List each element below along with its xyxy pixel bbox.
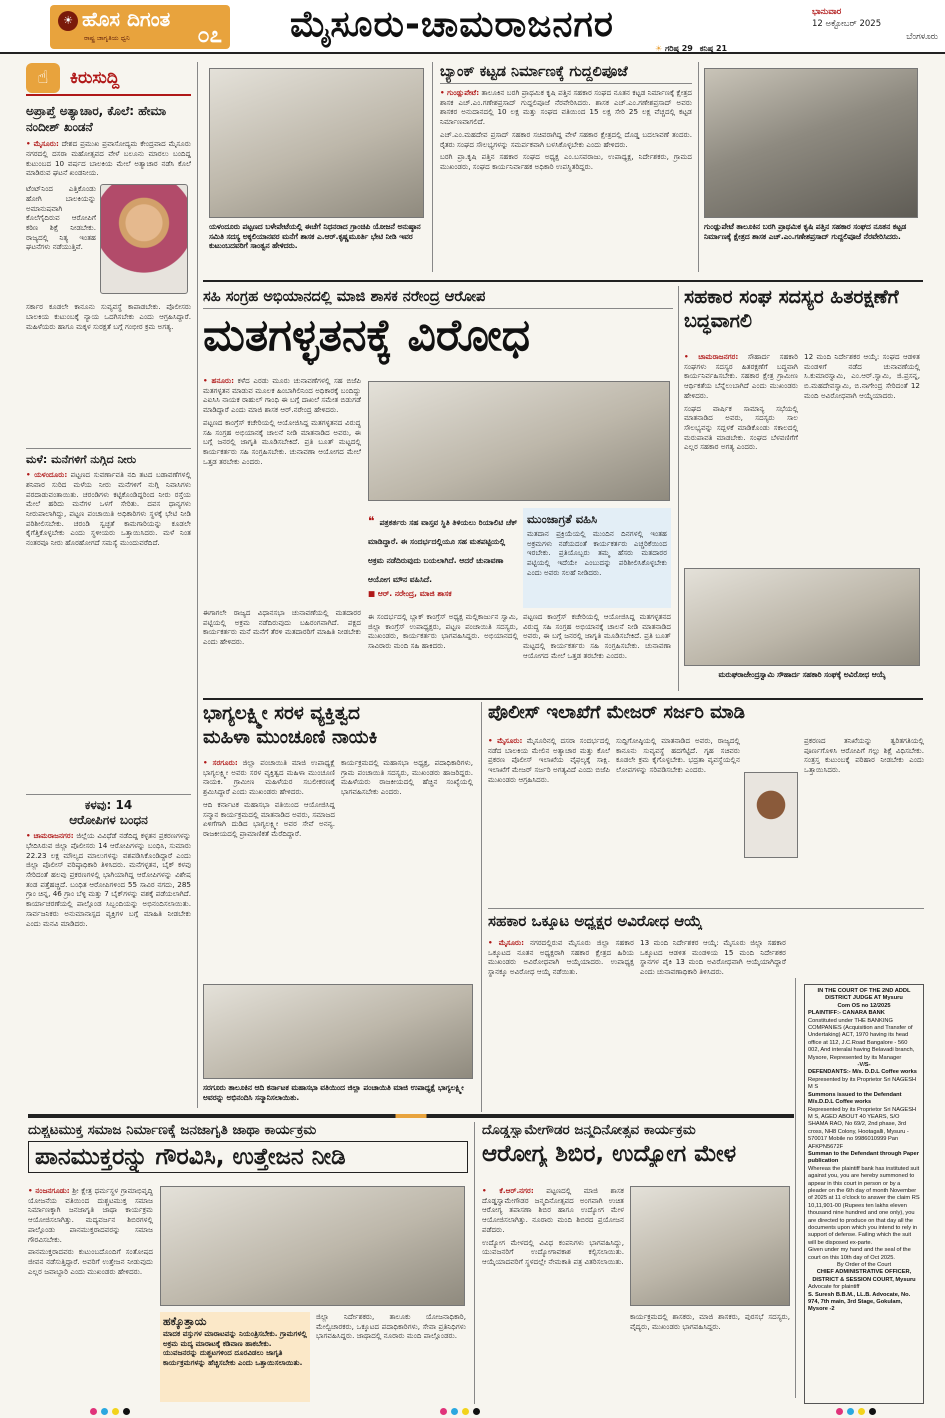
paanamukta-title: ಪಾನಮುಕ್ತರನ್ನು ಗೌರವಿಸಿ, ಉತ್ತೇಜನ ನೀಡಿ <box>28 1141 468 1173</box>
kirusuddi-item1-body2: ಟೆಂಟ್‌ನಿಂದ ಎತ್ತಿಕೊಂಡು ಹೋಗಿ ಬಾಲಕಿಯನ್ನು ಅಮಾನುಷವಾಗಿ ಕೊಲೆಗೈದಿರುವ ಆರೋಪಿಗೆ ಕಠಿಣ ಶಿಕ್ಷೆ ನೀಡಬೇಕು. ರಾಜ್ಯದಲ್ಲಿ ನಿತ್ಯ ಇಂತಹ ಘಟನೆಗಳು ನಡೆಯುತ್ತಿವೆ. <box>26 184 96 252</box>
hakkottaya-body: ಮಾದಕ ವಸ್ತುಗಳ ಮಾರಾಟವನ್ನು ನಿಯಂತ್ರಿಸಬೇಕು. ಗ್ರಾಮಗಳಲ್ಲಿ ಅಕ್ರಮ ಮದ್ಯ ಮಾರಾಟಕ್ಕೆ ಕಡಿವಾಣ ಹಾಕಬೇಕು. ಯುವಜನರನ್ನು ದುಶ್ಚಟಗಳಿಂದ ದೂರವಿಡಲು ಜಾಗೃತಿ ಕಾರ್ಯಕ್ರಮಗಳನ್ನು ಹೆಚ್ಚಿಸಬೇಕು ಎಂದು ಒತ್ತಾಯಿಸಲಾಯಿತು. <box>163 1329 307 1368</box>
divider-court <box>795 978 796 1398</box>
lead-quote-by: ■ ಆರ್. ನರೇಂದ್ರ, ಮಾಜಿ ಶಾಸಕ <box>368 589 452 598</box>
lead-side-title: ಮುಂಜಾಗ್ರತೆ ವಹಿಸಿ <box>527 512 598 526</box>
arogya-kicker: ದೊಡ್ಡಸ್ವಾಮೇಗೌಡರ ಜನ್ಮದಿನೋತ್ಸವ ಕಾರ್ಯಕ್ರಮ <box>482 1122 696 1138</box>
weather-min: ಕನಿಷ್ಠ 21 <box>699 44 728 53</box>
okkoota-byline: • ಮೈಸೂರು: <box>488 938 525 947</box>
court-def-body: Represented by its Proprietor Sri NAGESH M S <box>808 1076 917 1091</box>
lead-col1 <box>203 376 361 606</box>
lead-side-box <box>523 508 671 608</box>
court-case: Com OS no 12/2025 <box>837 1002 891 1009</box>
top-right-photo <box>704 68 918 218</box>
lead-col-bottom1: ಈಗಾಗಲೇ ರಾಜ್ಯದ ವಿಧಾನಸಭಾ ಚುನಾವಣೆಯಲ್ಲಿ ಮತದಾರರ ಪಟ್ಟಿಯಲ್ಲಿ ಅಕ್ರಮ ನಡೆದಿರುವುದು ಬಹಿರಂಗವಾಗಿದೆ. ಪಕ್ಷದ ಕಾರ್ಯಕರ್ತರು ಮನೆ ಮನೆಗೆ ತೆರಳಿ ಮತದಾರರಿಗೆ ಮಾಹಿತಿ ನೀಡಬೇಕು ಎಂದು ಹೇಳಿದರು. <box>203 608 361 647</box>
bhagyalakshmi-byline: • ಸರಗೂರು: <box>203 758 238 767</box>
court-defendants: DEFENDANTS:- M/s. D.D.L Coffee works <box>808 1069 917 1076</box>
police-byline: • ಮೈಸೂರು: <box>488 736 523 745</box>
lead-headline: ಮತಗಳ್ಳತನಕ್ಕೆ ವಿರೋಧ <box>203 310 531 361</box>
lead-kicker: ಸಹಿ ಸಂಗ್ರಹ ಅಭಿಯಾನದಲ್ಲಿ ಮಾಜಿ ಶಾಸಕ ನರೇಂದ್ರ ಆರೋಪ <box>203 286 673 309</box>
okkoota-title: ಸಹಕಾರ ಒಕ್ಕೂಟ ಅಧ್ಯಕ್ಷರ ಅವಿರೋಧ ಆಯ್ಕೆ <box>488 912 703 930</box>
masthead <box>0 0 945 54</box>
police-title: ಪೊಲೀಸ್ ಇಲಾಖೆಗೆ ಮೇಜರ್ ಸರ್ಜರಿ ಮಾಡಿ <box>488 702 745 723</box>
registration-dots-left <box>90 1408 130 1415</box>
court-vs: -V/S- <box>857 1062 871 1069</box>
bank-story-body <box>440 88 692 268</box>
court-address: Represented by its Proprietor Sri NAGESH M S, AGED ABOUT 40 YEARS, S/O SHAMA RAO, No 69/2, 2nd phase, 3rd cross, NH8 Colony, Hootagalli, Mysuru - 570017 Mobile no 9986010999 Pan AFKPN5672F <box>808 1106 917 1150</box>
left-column-divider <box>197 62 198 1108</box>
paanamukta-para2: ಪಾನಮುಕ್ತರಾದವರು ಕುಟುಂಬದೊಂದಿಗೆ ಸಂತೋಷದ ಜೀವನ ನಡೆಸುತ್ತಿದ್ದಾರೆ. ಅವರಿಗೆ ಉತ್ತೇಜನ ನೀಡುವುದು ಎಲ್ಲರ ಜವಾಬ್ದಾರಿ ಎಂದು ಮುಖಂಡರು ಹೇಳಿದರು. <box>28 1247 153 1276</box>
court-plaintiff: PLAINTIFF:- CANARA BANK <box>808 1010 885 1017</box>
brand-name: ಹೊಸ ದಿಗಂತ <box>82 7 171 31</box>
okkoota-col1 <box>488 938 634 1108</box>
lead-col-bottom3: ಪಟ್ಟಣದ ಕಾಂಗ್ರೆಸ್ ಕಚೇರಿಯಲ್ಲಿ ಆಯೋಜಿಸಿದ್ದ ಮತಗಳ್ಳತನದ ವಿರುದ್ಧ ಸಹಿ ಸಂಗ್ರಹ ಅಭಿಯಾನಕ್ಕೆ ಚಾಲನೆ ನೀಡಿ ಮಾತನಾಡಿದ ಅವರು, ಈ ಬಗ್ಗೆ ಜನರಲ್ಲಿ ಜಾಗೃತಿ ಮೂಡಿಸಬೇಕಿದೆ. ಪ್ರತಿ ಬೂತ್ ಮಟ್ಟದಲ್ಲಿ ಕಾರ್ಯಕರ್ತರು ಸಹಿ ಸಂಗ್ರಹಿಸಬೇಕು. ಚುನಾವಣಾ ಆಯೋಗದ ಮೇಲೆ ಒತ್ತಡ ತರಬೇಕು ಎಂದರು. <box>523 612 671 660</box>
brand-tagline: ರಾಷ್ಟ್ರ ಜಾಗೃತಿಯ ಧ್ವನಿ <box>84 34 130 42</box>
bank-story-byline: • ಗುಂಡ್ಲುಪೇಟೆ: <box>440 88 480 97</box>
masthead-date: 12 ಅಕ್ಟೋಬರ್ 2025 <box>812 19 882 30</box>
masthead-city: ಬೆಂಗಳೂರು <box>906 31 938 42</box>
lead-quote-box <box>368 510 518 605</box>
top-right-caption: ಗುಂಡ್ಲುಪೇಟೆ ತಾಲೂಕಿನ ಬರಗಿ ಪ್ರಾಥಮಿಕ ಕೃಷಿ ಪತ್ತಿನ ಸಹಕಾರ ಸಂಘದ ನೂತನ ಕಟ್ಟಡ ನಿರ್ಮಾಣಕ್ಕೆ ಕ್ಷೇತ್ರದ ಶಾಸಕ ಎಚ್.ಎಂ.ಗಣೇಶಪ್ರಸಾದ್ ಗುದ್ದಲಿಪೂಜೆ ನೆರವೇರಿಸಿದರು. <box>704 222 907 241</box>
bank-story-title: ಬ್ಯಾಂಕ್ ಕಟ್ಟಡ ನಿರ್ಮಾಣಕ್ಕೆ ಗುದ್ದಲಿಪೂಜೆ <box>440 64 692 84</box>
police-col1 <box>488 736 610 901</box>
okkoota-story <box>488 912 788 1112</box>
masthead-day: ಭಾನುವಾರ <box>812 7 842 17</box>
court-plaintiff-body: Constituted under THE BANKING COMPANIES (Acquisition and Transfer of Undertaking) ACT, 1970 having its head office at 112, J.C.Road Bangalore - 560 002, And interalai having Belavadi branch, Mysore, Represented by its Manager <box>808 1017 915 1061</box>
paanamukta-photo <box>160 1186 465 1306</box>
court-notice <box>804 984 924 1404</box>
hakkottaya-box <box>160 1312 310 1402</box>
bank-story-para3: ಬರಗಿ ಪ್ರಾ.ಕೃಷಿ ಪತ್ತಿನ ಸಹಕಾರ ಸಂಘದ ಅಧ್ಯಕ್ಷ ಎಂ.ಬಸವರಾಜು, ಉಪಾಧ್ಯಕ್ಷ, ನಿರ್ದೇಶಕರು, ಗ್ರಾಮದ ಮುಖಂಡರು, ಸಂಘದ ಕಾರ್ಯನಿರ್ವಾಹಕ ಅಧಿಕಾರಿ ಉಪಸ್ಥಿತರಿದ್ದರು. <box>440 152 692 172</box>
court-advocate: Advocate for plaintiff <box>808 1284 860 1291</box>
kirusuddi-item3-para: ಜಿಲ್ಲೆಯ ವಿವಿಧೆಡೆ ನಡೆದಿದ್ದ ಕಳ್ಳತನ ಪ್ರಕರಣಗಳನ್ನು ಭೇದಿಸಿರುವ ಜಿಲ್ಲಾ ಪೊಲೀಸರು 14 ಆರೋಪಿಗಳನ್ನು ಬಂಧಿಸಿ, ಸುಮಾರು 22.23 ಲಕ್ಷ ಮೌಲ್ಯದ ಮಾಲುಗಳನ್ನು ವಶಪಡಿಸಿಕೊಂಡಿದ್ದಾರೆ ಎಂದು ಜಿಲ್ಲಾ ಪೊಲೀಸ್ ವರಿಷ್ಠಾಧಿಕಾರಿ ತಿಳಿಸಿದರು. ಮನೆಗಳ್ಳತನ, ಬೈಕ್ ಕಳವು ಸೇರಿದಂತೆ ಹಲವು ಪ್ರಕರಣಗಳಲ್ಲಿ ಭಾಗಿಯಾಗಿದ್ದ ಆರೋಪಿಗಳನ್ನು ವಿಶೇಷ ತಂಡ ಪತ್ತೆಹಚ್ಚಿದೆ. ಬಂಧಿತ ಆರೋಪಿಗಳಿಂದ 55 ಸಾವಿರ ನಗದು, 285 ಗ್ರಾಂ ಚಿನ್ನ, 46 ಗ್ರಾಂ ಬೆಳ್ಳಿ ಮತ್ತು 7 ಬೈಕ್‌ಗಳನ್ನು ವಶಕ್ಕೆ ಪಡೆಯಲಾಗಿದೆ. ಕಾರ್ಯಾಚರಣೆಯಲ್ಲಿ ಪಾಲ್ಗೊಂಡ ಸಿಬ್ಬಂದಿಯನ್ನು ಅಭಿನಂದಿಸಲಾಯಿತು. ಸಾರ್ವಜನಿಕರು ಅನುಮಾನಾಸ್ಪದ ವ್ಯಕ್ತಿಗಳ ಬಗ್ಗೆ ಮಾಹಿತಿ ನೀಡಬೇಕು ಎಂದು ಮನವಿ ಮಾಡಿದರು. <box>26 831 191 928</box>
sahakara-member-story <box>684 286 922 691</box>
arogya-para2: ಉದ್ಯೋಗ ಮೇಳದಲ್ಲಿ ವಿವಿಧ ಕಂಪನಿಗಳು ಭಾಗವಹಿಸಿದ್ದು, ಯುವಜನರಿಗೆ ಉದ್ಯೋಗಾವಕಾಶ ಕಲ್ಪಿಸಲಾಯಿತು. ಆಯ್ಕೆಯಾದವರಿಗೆ ಸ್ಥಳದಲ್ಲೇ ನೇಮಕಾತಿ ಪತ್ರ ವಿತರಿಸಲಾಯಿತು. <box>482 1237 624 1267</box>
kirusuddi-item1-para: ದೇಶದ ಪ್ರಮುಖ ಪ್ರವಾಸೋದ್ಯಮ ಕೇಂದ್ರವಾದ ಮೈಸೂರು ನಗರದಲ್ಲಿ ದಸರಾ ಮಹೋತ್ಸವದ ವೇಳೆ ಬಲೂನು ಮಾರಲು ಬಂದಿದ್ದ ಕುಟುಂಬದ 10 ವರ್ಷದ ಬಾಲಕಿಯ ಮೇಲೆ ಅತ್ಯಾಚಾರ ನಡೆಸಿ ಕೊಲೆ ಮಾಡಿರುವ ಘಟನೆ ಖಂಡನೀಯ. <box>26 139 191 178</box>
kirusuddi-header <box>26 62 191 96</box>
hakkottaya-title: ಹಕ್ಕೊತ್ತಾಯ <box>163 1315 207 1328</box>
court-heading: IN THE COURT OF THE 2ND ADDL DISTRICT JUDGE AT Mysuru <box>817 988 911 1002</box>
kirusuddi-item1-title: ಅಪ್ರಾಪ್ತೆ ಅತ್ಯಾಚಾರ, ಕೊಲೆ: ಹೇಮಾ ನಂದೀಶ್ ಖಂಡನೆ <box>26 104 167 134</box>
police-person-photo <box>744 772 798 858</box>
bhagyalakshmi-col1 <box>203 758 335 978</box>
bhagyalakshmi-col2: ಕಾರ್ಯಕ್ರಮದಲ್ಲಿ ಮಹಾಸಭಾ ಅಧ್ಯಕ್ಷ, ಪದಾಧಿಕಾರಿಗಳು, ಗ್ರಾಮ ಪಂಚಾಯಿತಿ ಸದಸ್ಯರು, ಮುಖಂಡರು ಹಾಜರಿದ್ದರು. ಮಹಿಳೆಯರು ರಾಜಕೀಯದಲ್ಲಿ ಹೆಚ್ಚಿನ ಸಂಖ್ಯೆಯಲ್ಲಿ ಭಾಗವಹಿಸಬೇಕು ಎಂದರು. <box>341 758 473 797</box>
paanamukta-col3: ಜಿಲ್ಲಾ ನಿರ್ದೇಶಕರು, ತಾಲೂಕು ಯೋಜನಾಧಿಕಾರಿ, ಮೇಲ್ವಿಚಾರಕರು, ಒಕ್ಕೂಟದ ಪದಾಧಿಕಾರಿಗಳು, ಸೇವಾ ಪ್ರತಿನಿಧಿಗಳು ಭಾಗವಹಿಸಿದ್ದರು. ಜಾಥಾದಲ್ಲಿ ನೂರಾರು ಮಂದಿ ಪಾಲ್ಗೊಂಡರು. <box>316 1312 466 1341</box>
kirusuddi-item1-byline: • ಮೈಸೂರು: <box>26 139 59 149</box>
lead-col-bottom2: ಈ ಸಂದರ್ಭದಲ್ಲಿ ಬ್ಲಾಕ್ ಕಾಂಗ್ರೆಸ್ ಅಧ್ಯಕ್ಷ ಮಲ್ಲಿಕಾರ್ಜುನ ಸ್ವಾಮಿ, ಜಿಲ್ಲಾ ಕಾಂಗ್ರೆಸ್ ಉಪಾಧ್ಯಕ್ಷರು, ಪಟ್ಟಣ ಪಂಚಾಯಿತಿ ಸದಸ್ಯರು, ಮುಖಂಡರು, ಕಾರ್ಯಕರ್ತರು ಭಾಗವಹಿಸಿದ್ದರು. ಅಭಿಯಾನದಲ್ಲಿ ಸಾವಿರಾರು ಮಂದಿ ಸಹಿ ಹಾಕಿದರು. <box>368 612 518 651</box>
masthead-date-box <box>812 6 938 43</box>
kirusuddi-item2-byline: • ಯಳಂದೂರು: <box>26 470 68 480</box>
bhagyalakshmi-story <box>203 702 475 1112</box>
kirusuddi-column <box>26 62 191 1108</box>
sahakara-member-photo <box>684 568 920 666</box>
sun-icon: ☀ <box>655 44 663 53</box>
bhagyalakshmi-caption: ಸರಗೂರು ತಾಲೂಕಿನ ಆದಿ ಕರ್ನಾಟಕ ಮಹಾಸಭಾ ವತಿಯಿಂದ ಜಿಲ್ಲಾ ಪಂಚಾಯಿತಿ ಮಾಜಿ ಉಪಾಧ್ಯಕ್ಷೆ ಭಾಗ್ಯಲಕ್ಷ್ಮೀ ಅವರನ್ನು ಅಭಿನಂದಿಸಿ ಸನ್ಮಾನಿಸಲಾಯಿತು. <box>203 1083 464 1102</box>
court-order: By Order of the Court <box>836 1262 892 1269</box>
brand-box <box>50 5 230 49</box>
lead-photo <box>368 381 670 501</box>
kirusuddi-item1-body <box>26 139 191 181</box>
kirusuddi-item3-byline: • ಚಾಮರಾಜನಗರ: <box>26 831 74 841</box>
quote-icon: ❝ <box>368 514 375 528</box>
arogya-col1 <box>482 1186 624 1401</box>
bhagyalakshmi-para2: ಆದಿ ಕರ್ನಾಟಕ ಮಹಾಸಭಾ ವತಿಯಿಂದ ಆಯೋಜಿಸಿದ್ದ ಸನ್ಮಾನ ಕಾರ್ಯಕ್ರಮದಲ್ಲಿ ಮಾತನಾಡಿದ ಅವರು, ಸಮಾಜದ ಏಳಿಗೆಗಾಗಿ ದುಡಿದ ಭಾಗ್ಯಲಕ್ಷ್ಮೀ ಅವರ ಸೇವೆ ಅನನ್ಯ. ರಾಜಕೀಯದಲ್ಲಿ ಪ್ರಾಮಾಣಿಕತೆ ಮೆರೆದಿದ್ದಾರೆ. <box>203 799 335 839</box>
sahakara-member-byline: • ಚಾಮರಾಜನಗರ: <box>684 352 739 361</box>
lead-side-body: ಮತದಾನ ಪ್ರಕ್ರಿಯೆಯಲ್ಲಿ ಮುಂದಿನ ದಿನಗಳಲ್ಲಿ ಇಂತಹ ಅಕ್ರಮಗಳು ನಡೆಯದಂತೆ ಕಾರ್ಯಕರ್ತರು ಎಚ್ಚರಿಕೆಯಿಂದ ಇರಬೇಕು. ಪ್ರತಿಯೊಬ್ಬರು ತಮ್ಮ ಹೆಸರು ಮತದಾರರ ಪಟ್ಟಿಯಲ್ಲಿ ಇದೆಯೇ ಎಂಬುದನ್ನು ಪರಿಶೀಲಿಸಿಕೊಳ್ಳಬೇಕು ಎಂದು ಅವರು ಸಲಹೆ ನೀಡಿದರು. <box>527 529 667 577</box>
arogya-col2: ಕಾರ್ಯಕ್ರಮದಲ್ಲಿ ಶಾಸಕರು, ಮಾಜಿ ಶಾಸಕರು, ಪುರಸಭೆ ಸದಸ್ಯರು, ವೈದ್ಯರು, ಮುಖಂಡರು ಭಾಗವಹಿಸಿದ್ದರು. <box>630 1312 790 1331</box>
divider-top-1 <box>432 62 433 272</box>
divider-bottom <box>474 1122 475 1404</box>
bank-story-para2: ಎಚ್.ಎಂ.ಮಹದೇವ ಪ್ರಸಾದ್ ಸಹಕಾರ ಸಚಿವರಾಗಿದ್ದ ವೇಳೆ ಸಹಕಾರ ಕ್ಷೇತ್ರದಲ್ಲಿ ದೊಡ್ಡ ಬದಲಾವಣೆ ತಂದರು. ರೈತರು ಸಂಘದ ಸೌಲಭ್ಯಗಳನ್ನು ಸಮರ್ಪಕವಾಗಿ ಬಳಸಿಕೊಳ್ಳಬೇಕು ಎಂದು ಹೇಳಿದರು. <box>440 129 692 149</box>
bank-story-para1: ತಾಲೂಕಿನ ಬರಗಿ ಪ್ರಾಥಮಿಕ ಕೃಷಿ ಪತ್ತಿನ ಸಹಕಾರ ಸಂಘದ ನೂತನ ಕಟ್ಟಡ ನಿರ್ಮಾಣಕ್ಕೆ ಕ್ಷೇತ್ರದ ಶಾಸಕ ಎಚ್.ಎಂ.ಗಣೇಶಪ್ರಸಾದ್ ಗುದ್ದಲಿಪೂಜೆ ನೆರವೇರಿಸಿದರು. ಶಾಸಕ ಎಚ್.ಎಂ.ಗಣೇಶಪ್ರಸಾದ್ ಅವರು ಶಾಸಕರ ಅನುದಾನದಲ್ಲಿ 10 ಲಕ್ಷ ಮತ್ತು ಸಂಘದ ವತಿಯಿಂದ 15 ಲಕ್ಷ ಸೇರಿ 25 ಲಕ್ಷ ವೆಚ್ಚದಲ್ಲಿ ಕಟ್ಟಡ ನಿರ್ಮಾಣವಾಗಲಿದೆ. <box>440 88 692 127</box>
kirusuddi-item1-body3: ಸರ್ಕಾರ ಕೂಡಲೇ ಕಾನೂನು ಸುವ್ಯವಸ್ಥೆ ಕಾಪಾಡಬೇಕು. ಪೊಲೀಸರು ಬಾಲಕಿಯ ಕುಟುಂಬಕ್ಕೆ ನ್ಯಾಯ ಒದಗಿಸಬೇಕು ಎಂದು ಆಗ್ರಹಿಸಿದ್ದಾರೆ. ಮಹಿಳೆಯರು ಹಾಗೂ ಮಕ್ಕಳ ಸುರಕ್ಷತೆ ಬಗ್ಗೆ ಗಂಭೀರ ಕ್ರಮ ಅಗತ್ಯ. <box>26 302 191 331</box>
kirusuddi-item2-title: ಮಳೆ: ಮನೆಗಳಿಗೆ ನುಗ್ಗಿದ ನೀರು <box>26 448 191 467</box>
divider-police <box>488 908 924 909</box>
court-summon-body: Whereas the plaintiff bank has instituted suit against you, you are hereby summoned to appear in this court in person or by a pleader on the 6th day of month November of 2025 at 11 o'clock to answer the claim RS 10,11,901-00 (Rupees ten lakhs eleven thousand nine hundred and one only), you are directed to produce on that day all the documents upon which you intend to rely in support of defense. Failing which the suit will be disposed ex-parte. <box>808 1165 920 1246</box>
kirusuddi-item3-title2: ಆರೋಪಿಗಳ ಬಂಧನ <box>69 813 148 828</box>
okkoota-para1: ನಗರದಲ್ಲಿರುವ ಮೈಸೂರು ಜಿಲ್ಲಾ ಸಹಕಾರ ಒಕ್ಕೂಟದ ನೂತನ ಅಧ್ಯಕ್ಷರಾಗಿ ಸಹಕಾರ ಕ್ಷೇತ್ರದ ಹಿರಿಯ ಮುಖಂಡರು ಅವಿರೋಧವಾಗಿ ಆಯ್ಕೆಯಾದರು. ಉಪಾಧ್ಯಕ್ಷ ಸ್ಥಾನಕ್ಕೂ ಅವಿರೋಧ ಆಯ್ಕೆ ನಡೆಯಿತು. <box>488 938 634 977</box>
brand-logo-icon: ☀ <box>58 11 78 31</box>
finger-icon: ☝ <box>26 63 60 93</box>
sahakara-member-col2: 12 ಮಂದಿ ನಿರ್ದೇಶಕರ ಆಯ್ಕೆ: ಸಂಘದ ಆಡಳಿತ ಮಂಡಳಿಗೆ ನಡೆದ ಚುನಾವಣೆಯಲ್ಲಿ ಸಿ.ಕುಮಾರಸ್ವಾಮಿ, ಎಂ.ಆರ್.ಸ್ವಾಮಿ, ಜಿ.ಪ್ರಸನ್ನ, ಬಿ.ಮಹದೇವಸ್ವಾಮಿ, ಬಿ.ನಾಗೇಂದ್ರ ಸೇರಿದಂತೆ 12 ಮಂದಿ ಅವಿರೋಧವಾಗಿ ಆಯ್ಕೆಯಾದರು. <box>804 352 920 400</box>
sahakara-member-title: ಸಹಕಾರ ಸಂಘ ಸದಸ್ಯರ ಹಿತರಕ್ಷಣೆಗೆ ಬದ್ಧವಾಗಲಿ <box>684 286 899 332</box>
top-left-photo <box>209 68 424 218</box>
court-given: Given under my hand and the seal of the court on this 10th day of Oct 2025. <box>808 1247 911 1261</box>
lead-quote: ಪತ್ರಕರ್ತರು ಸಹ ವಾಸ್ತವ ಸ್ಥಿತಿ ತಿಳಿಯಲು ರಿಯಾಲಿಟಿ ಚೆಕ್ ಮಾಡಿದ್ದಾರೆ. ಈ ಸಂದರ್ಭದಲ್ಲಿಯೂ ಸಹ ಮತಪಟ್ಟಿಯಲ್ಲಿ ಅಕ್ರಮ ನಡೆದಿರುವುದು ಬಯಲಾಗಿದೆ. ಆದರೆ ಚುನಾವಣಾ ಆಯೋಗ ಮೌನ ವಹಿಸಿದೆ. <box>368 518 518 584</box>
bottom-accent-bar <box>28 1114 794 1118</box>
lead-para1: ಕಳೆದ ಎರಡು ಮೂರು ಚುನಾವಣೆಗಳಲ್ಲಿ ಸಹ ಬಿಜೆಪಿ ಮತಗಳ್ಳತನ ಮಾಡುವ ಮೂಲಕ ಹಿಂಬಾಗಿಲಿನಿಂದ ಅಧಿಕಾರಕ್ಕೆ ಬಂದಿದ್ದು ಎಐಸಿಸಿ ನಾಯಕ ರಾಹುಲ್ ಗಾಂಧಿ ಈ ಬಗ್ಗೆ ದಾಖಲೆ ಸಮೇತ ಬಿಡುಗಡೆ ಮಾಡಿದ್ದಾರೆ ಎಂದು ಮಾಜಿ ಶಾಸಕ ಆರ್.ನರೇಂದ್ರ ಹೇಳಿದರು. <box>203 376 361 415</box>
top-left-caption: ಯಳಂದೂರು ಪಟ್ಟಣದ ಬಳೇಪೇಟೆಯಲ್ಲಿ ಈಚೆಗೆ ನಿಧನರಾದ ಗ್ರಾಂಚಿಪಿ ಯೋಜನೆ ಅನುಷ್ಠಾನ ಸಮಿತಿ ಸದಸ್ಯ ಅಕ್ಕಲಿಯಾನವರ ಮನೆಗೆ ಶಾಸಕ ಎ.ಆರ್.ಕೃಷ್ಣಮೂರ್ತಿ ಭೇಟಿ ನೀಡಿ ಇವರ ಕುಟುಂಬದವರಿಗೆ ಸಾಂತ್ವನ ಹೇಳಿದರು. <box>209 222 421 251</box>
arogya-title: ಆರೋಗ್ಯ ಶಿಬಿರ, ಉದ್ಯೋಗ ಮೇಳ <box>482 1141 737 1167</box>
court-summons: Summons issued to the Defendant M/s.D.D.L Coffee works <box>808 1091 902 1106</box>
bhagyalakshmi-title1: ಭಾಗ್ಯಲಕ್ಷ್ಮೀ ಸರಳ ವ್ಯಕ್ತಿತ್ವದ <box>203 703 360 724</box>
weather <box>655 44 727 54</box>
registration-dots-right <box>836 1408 876 1415</box>
kirusuddi-item3-title1: ಕಳವು: 14 <box>26 794 191 813</box>
lead-para2: ಪಟ್ಟಣದ ಕಾಂಗ್ರೆಸ್ ಕಚೇರಿಯಲ್ಲಿ ಆಯೋಜಿಸಿದ್ದ ಮತಗಳ್ಳತನದ ವಿರುದ್ಧ ಸಹಿ ಸಂಗ್ರಹ ಅಭಿಯಾನಕ್ಕೆ ಚಾಲನೆ ನೀಡಿ ಮಾತನಾಡಿದ ಅವರು, ಈ ಬಗ್ಗೆ ಜನರಲ್ಲಿ ಜಾಗೃತಿ ಮೂಡಿಸಬೇಕಿದೆ. ಪ್ರತಿ ಬೂತ್ ಮಟ್ಟದಲ್ಲಿ ಕಾರ್ಯಕರ್ತರು ಸಹಿ ಸಂಗ್ರಹಿಸಬೇಕು. ಚುನಾವಣಾ ಆಯೋಗದ ಮೇಲೆ ಒತ್ತಡ ತರಬೇಕು ಎಂದರು. <box>203 417 361 466</box>
bank-story <box>440 64 692 270</box>
divider-mid-1 <box>481 702 482 1112</box>
divider-top-row <box>203 280 923 282</box>
arogya-byline: • ಕೆ.ಆರ್.ನಗರ: <box>482 1186 534 1195</box>
sahakara-member-para1: ಸೌಹಾರ್ದ ಸಹಕಾರಿ ಸಂಘಗಳು ಸದಸ್ಯರ ಹಿತರಕ್ಷಣೆಗೆ ಬದ್ಧವಾಗಿ ಕಾರ್ಯನಿರ್ವಹಿಸಬೇಕು. ಸಹಕಾರ ಕ್ಷೇತ್ರ ಗ್ರಾಮೀಣ ಆರ್ಥಿಕತೆಯ ಬೆನ್ನೆಲುಬಾಗಿದೆ ಎಂದು ಮುಖಂಡರು ಹೇಳಿದರು. <box>684 352 798 400</box>
arogya-photo <box>630 1186 790 1306</box>
paanamukta-story <box>28 1122 468 1404</box>
bhagyalakshmi-para1: ಜಿಲ್ಲಾ ಪಂಚಾಯಿತಿ ಮಾಜಿ ಉಪಾಧ್ಯಕ್ಷೆ ಭಾಗ್ಯಲಕ್ಷ್ಮೀ ಅವರು ಸರಳ ವ್ಯಕ್ತಿತ್ವದ ಮಹಿಳಾ ಮುಂಚೂಣಿ ನಾಯಕಿ. ಗ್ರಾಮೀಣ ಮಹಿಳೆಯರ ಸಬಲೀಕರಣಕ್ಕೆ ಶ್ರಮಿಸಿದ್ದಾರೆ ಎಂದು ಮುಖಂಡರು ಹೇಳಿದರು. <box>203 758 335 797</box>
paanamukta-byline: • ನಂಜನಗೂಡು: <box>28 1186 70 1195</box>
kirusuddi-label: ಕಿರುಸುದ್ದಿ <box>70 68 120 88</box>
divider-lead <box>678 286 679 691</box>
divider-mid-row <box>203 698 923 700</box>
arogya-para1: ಪಟ್ಟಣದಲ್ಲಿ ಮಾಜಿ ಶಾಸಕ ದೊಡ್ಡಸ್ವಾಮೇಗೌಡರ ಜನ್ಮದಿನೋತ್ಸವದ ಅಂಗವಾಗಿ ಉಚಿತ ಆರೋಗ್ಯ ತಪಾಸಣಾ ಶಿಬಿರ ಹಾಗೂ ಉದ್ಯೋಗ ಮೇಳ ಆಯೋಜಿಸಲಾಗಿತ್ತು. ನೂರಾರು ಮಂದಿ ಶಿಬಿರದ ಪ್ರಯೋಜನ ಪಡೆದರು. <box>482 1186 624 1234</box>
sahakara-member-para2: ಸಂಘದ ವಾರ್ಷಿಕ ಸಾಮಾನ್ಯ ಸಭೆಯಲ್ಲಿ ಮಾತನಾಡಿದ ಅವರು, ಸದಸ್ಯರು ಸಾಲ ಸೌಲಭ್ಯವನ್ನು ಸದ್ಬಳಕೆ ಮಾಡಿಕೊಂಡು ಸಕಾಲದಲ್ಲಿ ಮರುಪಾವತಿ ಮಾಡಬೇಕು. ಸಂಘದ ಬೆಳವಣಿಗೆಗೆ ಎಲ್ಲರ ಸಹಕಾರ ಅಗತ್ಯ ಎಂದರು. <box>684 403 798 452</box>
arogya-story <box>482 1122 792 1404</box>
court-officer: CHIEF ADMINISTRATIVE OFFICER, DISTRICT & SESSION COURT, Mysuru <box>812 1269 916 1283</box>
police-col2: ಸುದ್ದಿಗೋಷ್ಠಿಯಲ್ಲಿ ಮಾತನಾಡಿದ ಅವರು, ರಾಜ್ಯದಲ್ಲಿ ಕಾನೂನು ಸುವ್ಯವಸ್ಥೆ ಹದಗೆಟ್ಟಿದೆ. ಗೃಹ ಸಚಿವರು ಕೂಡಲೇ ಕ್ರಮ ಕೈಗೊಳ್ಳಬೇಕು. ಭದ್ರತಾ ವ್ಯವಸ್ಥೆಯಲ್ಲಿನ ಲೋಪಗಳನ್ನು ಸರಿಪಡಿಸಬೇಕು ಎಂದರು. <box>616 736 740 775</box>
registration-dots-center <box>440 1408 480 1415</box>
bhagyalakshmi-title2: ಮಹಿಳಾ ಮುಂಚೂಣಿ ನಾಯಕಿ <box>203 727 378 749</box>
paanamukta-col1 <box>28 1186 153 1401</box>
kirusuddi-item2-body <box>26 470 191 788</box>
bhagyalakshmi-photo <box>203 984 473 1079</box>
divider-top-2 <box>698 62 699 272</box>
lead-story <box>203 286 673 691</box>
court-advocate-name: S. Suresh B.B.M., LL.B. Advocate, No. 974, 7th main, 3rd Stage, Gokulam, Mysore -2 <box>808 1291 911 1313</box>
paanamukta-para1: ಶ್ರೀ ಕ್ಷೇತ್ರ ಧರ್ಮಸ್ಥಳ ಗ್ರಾಮಾಭಿವೃದ್ಧಿ ಯೋಜನೆಯ ವತಿಯಿಂದ ದುಶ್ಚಟಮುಕ್ತ ಸಮಾಜ ನಿರ್ಮಾಣಕ್ಕಾಗಿ ಜನಜಾಗೃತಿ ಜಾಥಾ ಕಾರ್ಯಕ್ರಮ ಆಯೋಜಿಸಲಾಗಿತ್ತು. ಮದ್ಯವರ್ಜನ ಶಿಬಿರಗಳಲ್ಲಿ ಪಾಲ್ಗೊಂಡು ಪಾನಮುಕ್ತರಾದವರನ್ನು ಸಮಾಜ ಗೌರವಿಸಬೇಕು. <box>28 1186 153 1244</box>
paanamukta-kicker: ದುಶ್ಚಟಮುಕ್ತ ಸಮಾಜ ನಿರ್ಮಾಣಕ್ಕೆ ಜನಜಾಗೃತಿ ಜಾಥಾ ಕಾರ್ಯಕ್ರಮ <box>28 1122 317 1138</box>
edition-title: ಮೈಸೂರು-ಚಾಮರಾಜನಗರ <box>290 4 614 45</box>
police-para1: ಮೈಸೂರಿನಲ್ಲಿ ದಸರಾ ಸಂದರ್ಭದಲ್ಲಿ ನಡೆದ ಬಾಲಕಿಯ ಮೇಲಿನ ಅತ್ಯಾಚಾರ ಮತ್ತು ಕೊಲೆ ಪ್ರಕರಣ ಪೊಲೀಸ್ ಇಲಾಖೆಯ ವೈಫಲ್ಯಕ್ಕೆ ಸಾಕ್ಷಿ. ಇಲಾಖೆಗೆ ಮೇಜರ್ ಸರ್ಜರಿ ಅಗತ್ಯವಿದೆ ಎಂದು ಬಿಜೆಪಿ ಮುಖಂಡರು ಆಗ್ರಹಿಸಿದರು. <box>488 736 610 784</box>
okkoota-col2: 13 ಮಂದಿ ನಿರ್ದೇಶಕರ ಆಯ್ಕೆ: ಮೈಸೂರು ಜಿಲ್ಲಾ ಸಹಕಾರ ಒಕ್ಕೂಟದ ಆಡಳಿತ ಮಂಡಳಿಯ 15 ಮಂದಿ ನಿರ್ದೇಶಕರ ಸ್ಥಾನಗಳ ಪೈಕಿ 13 ಮಂದಿ ಅವಿರೋಧವಾಗಿ ಆಯ್ಕೆಯಾಗಿದ್ದಾರೆ ಎಂದು ಚುನಾವಣಾಧಿಕಾರಿ ತಿಳಿಸಿದರು. <box>640 938 786 977</box>
kirusuddi-item2-para: ಪಟ್ಟಣದ ಸುವರ್ಣಾವತಿ ನದಿ ತಟದ ಬಡಾವಣೆಗಳಲ್ಲಿ ಶನಿವಾರ ಸುರಿದ ಮಳೆಯ ನೀರು ಮನೆಗಳಿಗೆ ನುಗ್ಗಿ ನಿವಾಸಿಗಳು ಪರದಾಡುವಂತಾಯಿತು. ಚರಂಡಿಗಳು ಕಟ್ಟಿಕೊಂಡಿದ್ದರಿಂದ ನೀರು ರಸ್ತೆಯ ಮೇಲೆ ಹರಿದು ಮನೆಗಳ ಒಳಗೆ ಸೇರಿತು. ದವಸ ಧಾನ್ಯಗಳು ನೀರುಪಾಲಾಗಿದ್ದು, ಪಟ್ಟಣ ಪಂಚಾಯಿತಿ ಅಧಿಕಾರಿಗಳು ಸ್ಥಳಕ್ಕೆ ಭೇಟಿ ನೀಡಿ ಪರಿಶೀಲಿಸಬೇಕು. ಚರಂಡಿ ಸ್ವಚ್ಛತೆ ಕಾಮಗಾರಿಯನ್ನು ಕೂಡಲೇ ಕೈಗೆತ್ತಿಕೊಳ್ಳಬೇಕು ಎಂದು ಸ್ಥಳೀಯರು ಒತ್ತಾಯಿಸಿದರು. ಮಳೆ ನಿಂತ ನಂತರವೂ ನೀರು ಹೊರಹೋಗದೆ ಸಮಸ್ಯೆ ಮುಂದುವರೆದಿದೆ. <box>26 470 191 548</box>
police-story <box>488 702 924 904</box>
sahakara-member-col1 <box>684 352 798 557</box>
weather-max: ಗರಿಷ್ಠ 29 <box>664 44 693 53</box>
lead-byline: • ಹನೂರು: <box>203 376 234 385</box>
sahakara-member-caption: ಮರುಘರಾಜೇಂದ್ರಸ್ವಾಮಿ ಸೌಹಾರ್ದ ಸಹಕಾರಿ ಸಂಘಕ್ಕೆ ಅವಿರೋಧ ಆಯ್ಕೆ <box>718 670 886 679</box>
police-col3: ಪ್ರಕರಣದ ತನಿಖೆಯನ್ನು ತ್ವರಿತಗತಿಯಲ್ಲಿ ಪೂರ್ಣಗೊಳಿಸಿ ಆರೋಪಿಗೆ ಗಲ್ಲು ಶಿಕ್ಷೆ ವಿಧಿಸಬೇಕು. ಸಂತ್ರಸ್ತ ಕುಟುಂಬಕ್ಕೆ ಪರಿಹಾರ ನೀಡಬೇಕು ಎಂದು ಒತ್ತಾಯಿಸಿದರು. <box>804 736 924 775</box>
page-number: ೦೭ <box>197 23 222 48</box>
hema-nandish-photo <box>100 184 188 294</box>
court-summon-head: Summan to the Defendant through Paper publication <box>808 1150 919 1165</box>
